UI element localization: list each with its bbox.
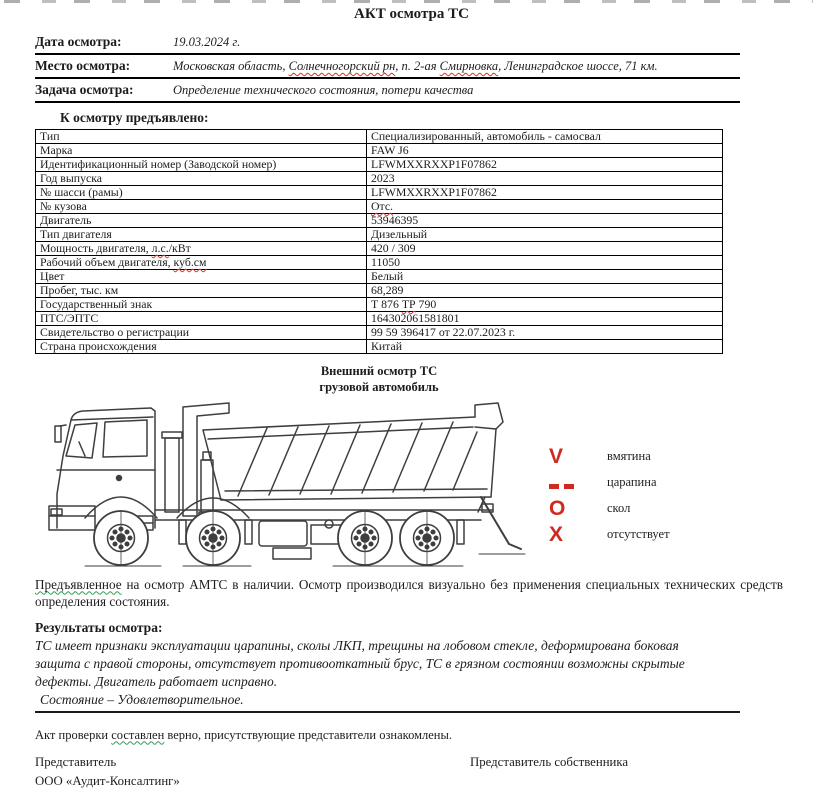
missing-symbol: X (549, 522, 564, 546)
results-heading: Результаты осмотра: (35, 620, 163, 636)
defect-legend (549, 398, 670, 570)
table-row (36, 242, 723, 256)
field-inspection-date (35, 31, 740, 55)
legend-label: скол (607, 501, 631, 515)
spec-label: Пробег, тыс. км (36, 284, 367, 298)
spec-label: Цвет (36, 270, 367, 284)
field-label: Дата осмотра: (35, 34, 122, 49)
field-label: Место осмотра: (35, 58, 131, 73)
spec-label: Государственный знак (36, 298, 367, 312)
spec-value: Специализированный, автомобиль - самосвал (367, 130, 723, 144)
table-row (36, 200, 723, 214)
spec-value: 68,289 (367, 284, 723, 298)
table-row (36, 144, 723, 158)
results-body: ТС имеет признаки эксплуатации царапины, сколы ЛКП, трещины на лобовом стекле, деформирована боковая защита с правой стороны, отсутствует противооткатный брус, ТС в грязном состоянии возможны скрытые дефекты. Двигатель работает исправно. (35, 638, 685, 689)
field-value: 19.03.2024 г. (173, 35, 241, 49)
table-row (36, 270, 723, 284)
spec-value: Китай (367, 340, 723, 354)
spec-label: ПТС/ЭПТС (36, 312, 367, 326)
table-row (36, 228, 723, 242)
table-row (36, 172, 723, 186)
legend-label: царапина (607, 475, 657, 489)
spec-label: Свидетельство о регистрации (36, 326, 367, 340)
spec-label: Тип двигателя (36, 228, 367, 242)
spec-label: Страна происхождения (36, 340, 367, 354)
truck-drawing (33, 398, 533, 570)
spec-value: 99 59 396417 от 22.07.2023 г. (367, 326, 723, 340)
owner-representative-block (470, 755, 823, 789)
spec-value: 164302061581801 (367, 312, 723, 326)
signature-block (35, 755, 823, 789)
spec-label: № шасси (рамы) (36, 186, 367, 200)
value-part: 790 (415, 297, 437, 311)
legend-label: вмятина (607, 449, 651, 463)
label-part: Рабочий объем двигателя, (40, 255, 174, 269)
legend-item-scratch (549, 470, 670, 496)
place-part: , п. 2-ая (395, 59, 440, 73)
table-row (36, 256, 723, 270)
spec-label: Марка (36, 144, 367, 158)
field-inspection-place (35, 55, 740, 79)
representative-role: Представитель (35, 754, 117, 769)
legend-item-dent (549, 444, 670, 470)
legend-label: отсутствует (607, 527, 670, 541)
spec-value: Белый (367, 270, 723, 284)
spec-value (367, 200, 723, 214)
presented-for-inspection-heading: К осмотру предъявлено: (60, 110, 209, 125)
spec-value: LFWMXXRXXP1F07862 (367, 186, 723, 200)
table-row (36, 312, 723, 326)
representative-organization: ООО «Аудит-Консалтинг» (35, 773, 180, 788)
wheel (400, 511, 454, 565)
exterior-inspection-figure (33, 398, 823, 570)
ground-line (85, 554, 525, 566)
field-value (171, 59, 740, 74)
spec-value: FAW J6 (367, 144, 723, 158)
spec-value: 2023 (367, 172, 723, 186)
grammar-flagged-word: Предъявленное (35, 576, 122, 592)
table-row (36, 158, 723, 172)
confirmation-part: Акт проверки (35, 727, 112, 742)
representative-block (35, 755, 470, 789)
dent-symbol: V (549, 444, 564, 468)
presented-paragraph (35, 576, 783, 612)
spec-label: Двигатель (36, 214, 367, 228)
place-misspelled: Солнечногорский рн (288, 59, 396, 73)
spec-value: 53946395 (367, 214, 723, 228)
table-row (36, 326, 723, 340)
spec-label (36, 242, 367, 256)
spec-value (367, 298, 723, 312)
confirmation-part: верно, присутствующие представители ознакомлены. (164, 727, 452, 742)
table-row (36, 214, 723, 228)
table-row (36, 340, 723, 354)
spec-label: № кузова (36, 200, 367, 214)
label-part: Мощность двигателя, (40, 241, 152, 255)
spec-label: Идентификационный номер (Заводской номер) (36, 158, 367, 172)
place-misspelled: Смирновка (439, 59, 499, 73)
spec-label (36, 256, 367, 270)
wheels (94, 511, 454, 565)
value-part: Т 876 (371, 297, 402, 311)
table-row (36, 186, 723, 200)
place-part: Московская область, (173, 59, 289, 73)
value-misspelled: ТР (401, 297, 416, 311)
scratch-symbol (549, 473, 585, 493)
legend-item-missing (549, 522, 670, 548)
spec-value-misspelled: Отс. (371, 199, 394, 213)
exterior-inspection-heading (35, 363, 723, 396)
spec-label: Год выпуска (36, 172, 367, 186)
table-row (36, 284, 723, 298)
field-label: Задача осмотра: (35, 82, 134, 97)
spec-value: 420 / 309 (367, 242, 723, 256)
chip-symbol: O (549, 496, 566, 520)
field-inspection-task (35, 79, 740, 103)
confirmation-line (35, 728, 823, 743)
bed-front-wall (162, 403, 229, 518)
horizontal-rule (35, 711, 740, 713)
label-part: /кВт (168, 241, 191, 255)
header-fields (35, 31, 740, 103)
place-part: , Ленинградское шоссе, 71 км. (498, 59, 658, 73)
spec-value: LFWMXXRXXP1F07862 (367, 158, 723, 172)
owner-representative-role: Представитель собственника (470, 754, 629, 769)
label-misspelled: л.с. (151, 241, 169, 255)
wheel (94, 511, 148, 565)
legend-item-chip (549, 496, 670, 522)
page-title: АКТ осмотра ТС (354, 6, 469, 22)
condition-line: Состояние – Удовлетворительное. (40, 691, 244, 707)
exterior-heading-line2: грузовой автомобиль (319, 380, 439, 395)
spec-value: Дизельный (367, 228, 723, 242)
wheel (338, 511, 392, 565)
field-value: Определение технического состояния, потери качества (173, 83, 474, 97)
exterior-heading-line1: Внешний осмотр ТС (320, 364, 438, 378)
wheel (186, 511, 240, 565)
spec-value: 11050 (367, 256, 723, 270)
label-misspelled: куб.см (173, 255, 207, 269)
vehicle-spec-table (35, 129, 723, 354)
paragraph-text: на осмотр АМТС в наличии. Осмотр производился визуально без применения специальных технических средств определения состояния. (35, 576, 783, 610)
table-row (36, 298, 723, 312)
spec-label: Тип (36, 130, 367, 144)
table-row (36, 130, 723, 144)
grammar-flagged-word: составлен (111, 727, 165, 742)
scan-edge-artifact (4, 0, 813, 3)
